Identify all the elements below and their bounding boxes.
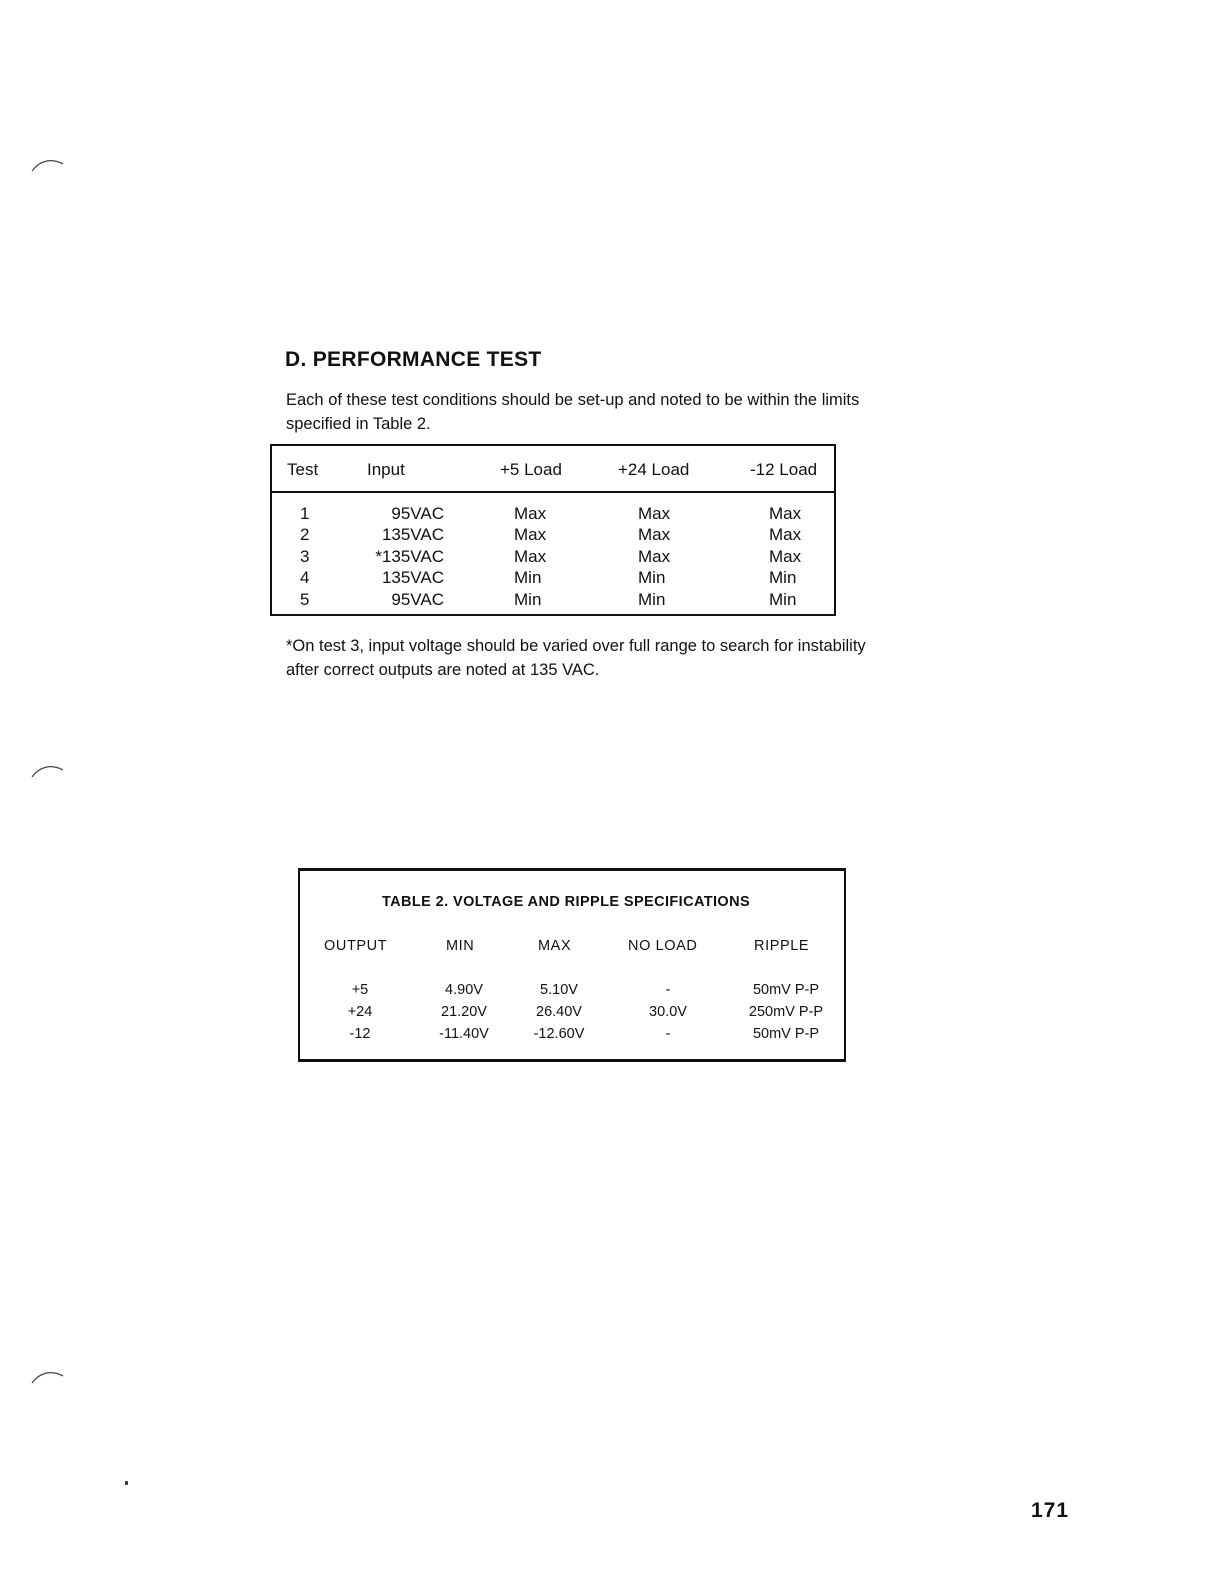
- binder-hole-mark: [30, 158, 64, 172]
- cell-plus24-load: Min: [638, 590, 666, 609]
- cell-no-load: -: [665, 982, 671, 998]
- table-row: [300, 1004, 844, 1024]
- table-row: [300, 982, 844, 1002]
- cell-max: 26.40V: [536, 1004, 582, 1020]
- header-minus12-load: -12 Load: [750, 460, 818, 479]
- scan-speck: [125, 1481, 128, 1485]
- cell-output: -12: [349, 1026, 371, 1042]
- cell-min: -11.40V: [439, 1026, 489, 1042]
- cell-max: -12.60V: [533, 1026, 585, 1042]
- cell-minus12-load: Max: [769, 525, 802, 544]
- binder-hole-mark: [30, 764, 64, 778]
- binder-hole-mark: [30, 1370, 64, 1384]
- header-max: MAX: [538, 938, 572, 954]
- cell-input: 95VAC: [391, 504, 444, 523]
- cell-output: +24: [347, 1004, 373, 1020]
- test-table-header: [272, 446, 834, 493]
- cell-plus5-load: Max: [514, 525, 547, 544]
- cell-no-load: -: [665, 1026, 671, 1042]
- cell-plus5-load: Max: [514, 547, 547, 566]
- spec-table-header: [300, 938, 844, 958]
- cell-minus12-load: Min: [769, 590, 797, 609]
- cell-min: 4.90V: [445, 982, 483, 998]
- cell-minus12-load: Max: [769, 504, 802, 523]
- table-row: [272, 525, 834, 547]
- cell-ripple: 50mV P-P: [752, 982, 820, 998]
- cell-min: 21.20V: [441, 1004, 487, 1020]
- section-title: D. PERFORMANCE TEST: [285, 348, 542, 371]
- table-row: [272, 568, 834, 590]
- cell-test: 4: [300, 568, 310, 587]
- header-output: OUTPUT: [324, 938, 388, 954]
- cell-output: +5: [351, 982, 369, 998]
- cell-ripple: 50mV P-P: [752, 1026, 820, 1042]
- cell-test: 1: [300, 504, 310, 523]
- header-plus5-load: +5 Load: [500, 460, 562, 479]
- cell-test: 3: [300, 547, 310, 566]
- header-no-load: NO LOAD: [628, 938, 698, 954]
- cell-plus5-load: Max: [514, 504, 547, 523]
- voltage-ripple-spec-table: [298, 868, 846, 1062]
- cell-plus24-load: Max: [638, 547, 671, 566]
- cell-minus12-load: Min: [769, 568, 797, 587]
- cell-plus24-load: Min: [638, 568, 666, 587]
- cell-input: 135VAC: [381, 568, 444, 587]
- cell-ripple: 250mV P-P: [748, 1004, 824, 1020]
- cell-plus24-load: Max: [638, 525, 671, 544]
- cell-plus5-load: Min: [514, 568, 542, 587]
- cell-input: 95VAC: [391, 590, 444, 609]
- cell-test: 5: [300, 590, 310, 609]
- table-row: [300, 1026, 844, 1046]
- header-min: MIN: [446, 938, 475, 954]
- cell-test: 2: [300, 525, 310, 544]
- spec-table-caption: TABLE 2. VOLTAGE AND RIPPLE SPECIFICATIONS: [382, 894, 751, 910]
- header-plus24-load: +24 Load: [618, 460, 690, 479]
- cell-minus12-load: Max: [769, 547, 802, 566]
- header-input: Input: [367, 460, 405, 479]
- cell-plus24-load: Max: [638, 504, 671, 523]
- header-ripple: RIPPLE: [754, 938, 810, 954]
- cell-input: *135VAC: [375, 547, 444, 566]
- test-conditions-table: [270, 444, 836, 616]
- cell-no-load: 30.0V: [649, 1004, 687, 1020]
- cell-input: 135VAC: [381, 525, 444, 544]
- table-row: [272, 504, 834, 526]
- intro-paragraph: Each of these test conditions should be set-up and noted to be within the limits specified in Table 2.: [286, 391, 860, 433]
- page-number: 171: [1031, 1499, 1070, 1522]
- table-row: [272, 547, 834, 569]
- cell-plus5-load: Min: [514, 590, 542, 609]
- cell-max: 5.10V: [540, 982, 578, 998]
- table-row: [272, 590, 834, 612]
- header-test: Test: [287, 460, 319, 479]
- test-footnote: *On test 3, input voltage should be varied over full range to search for instability after correct outputs are noted at 135 VAC.: [286, 637, 866, 679]
